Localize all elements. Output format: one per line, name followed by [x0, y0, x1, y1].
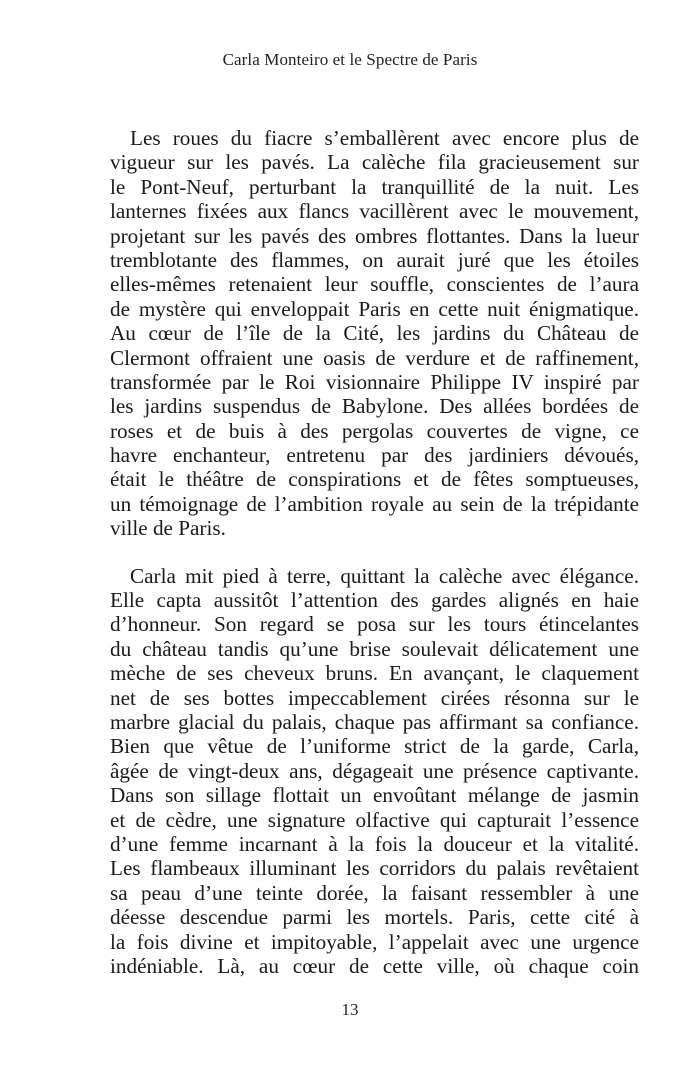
- paragraph-gap: [110, 541, 639, 564]
- text-line: lanternes fixées aux flancs vacillèrent avec le mouvement,: [110, 199, 639, 224]
- text-line: Carla mit pied à terre, quittant la calèche avec élégance.: [130, 563, 639, 588]
- text-line: était le théâtre de conspirations et de fêtes somptueuses,: [110, 467, 639, 492]
- text-line: havre enchanteur, entretenu par des jardiniers dévoués,: [110, 443, 639, 468]
- text-line: Au cœur de l’île de la Cité, les jardins du Château de: [110, 321, 639, 346]
- text-line: un témoignage de l’ambition royale au sein de la trépidante: [110, 491, 639, 516]
- running-header: Carla Monteiro et le Spectre de Paris: [222, 50, 478, 69]
- text-line: les jardins suspendus de Babylone. Des allées bordées de: [110, 394, 639, 419]
- text-line: d’honneur. Son regard se posa sur les tours étincelantes: [110, 612, 639, 637]
- text-line: de mystère qui enveloppait Paris en cette nuit énigmatique.: [110, 296, 639, 321]
- text-line: vigueur sur les pavés. La calèche fila gracieusement sur: [110, 150, 639, 175]
- text-line: projetant sur les pavés des ombres flottantes. Dans la lueur: [110, 223, 639, 248]
- text-line: Dans son sillage flottait un envoûtant mélange de jasmin: [110, 783, 639, 808]
- text-line: Les roues du fiacre s’emballèrent avec encore plus de: [130, 126, 639, 150]
- text-line: Elle capta aussitôt l’attention des gardes alignés en haie: [110, 588, 639, 613]
- text-line: âgée de vingt-deux ans, dégageait une présence captivante.: [110, 758, 639, 783]
- text-line: et de cèdre, une signature olfactive qui capturait l’essence: [110, 807, 639, 832]
- text-line: ville de Paris.: [110, 516, 226, 541]
- text-line: sa peau d’une teinte dorée, la faisant ressembler à une: [110, 880, 639, 905]
- paragraph-2: [110, 564, 639, 979]
- text-line: net de ses bottes impeccablement cirées résonna sur le: [110, 685, 639, 710]
- text-line: la fois divine et impitoyable, l’appelait avec une urgence: [110, 929, 639, 954]
- text-line: Clermont offraient une oasis de verdure et de raffinement,: [110, 345, 639, 370]
- text-line: elles-mêmes retenaient leur souffle, conscientes de l’aura: [110, 272, 639, 297]
- text-line: déesse descendue parmi les mortels. Paris, cette cité à: [110, 905, 639, 930]
- text-line: d’une femme incarnant à la fois la douceur et la vitalité.: [110, 831, 639, 856]
- text-line: tremblotante des flammes, on aurait juré que les étoiles: [110, 247, 639, 272]
- text-line: marbre glacial du palais, chaque pas affirmant sa confiance.: [110, 709, 639, 734]
- text-line: du château tandis qu’une brise soulevait délicatement une: [110, 636, 639, 661]
- text-line: transformée par le Roi visionnaire Philippe IV inspiré par: [110, 369, 639, 394]
- text-line: indéniable. Là, au cœur de cette ville, où chaque coin: [110, 953, 639, 978]
- text-line: mèche de ses cheveux bruns. En avançant, le claquement: [110, 661, 639, 686]
- body-text: [110, 126, 639, 978]
- page-number: 13: [341, 1000, 359, 1019]
- text-line: Bien que vêtue de l’uniforme strict de la garde, Carla,: [110, 734, 639, 759]
- paragraph-1: [110, 126, 639, 541]
- text-line: roses et de buis à des pergolas couvertes de vigne, ce: [110, 418, 639, 443]
- text-line: le Pont-Neuf, perturbant la tranquillité de la nuit. Les: [110, 174, 639, 199]
- text-line: Les flambeaux illuminant les corridors du palais revêtaient: [110, 856, 639, 881]
